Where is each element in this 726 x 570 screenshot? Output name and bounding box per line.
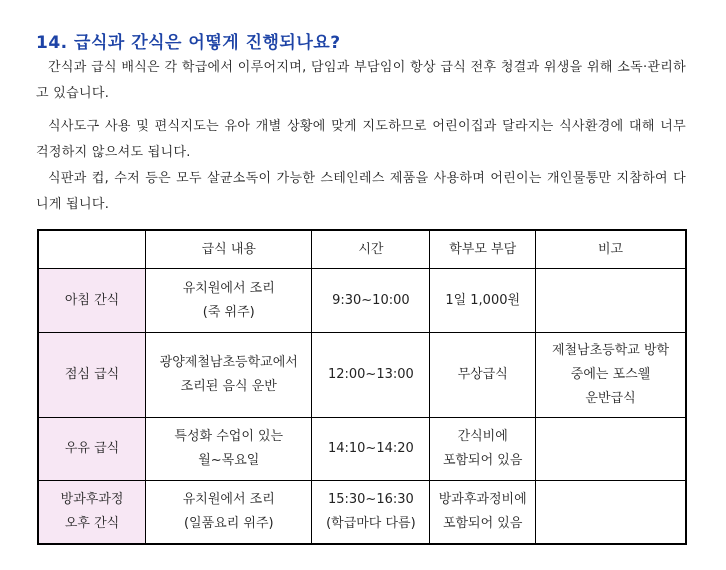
table-row xyxy=(38,418,686,481)
header-time: 시간 xyxy=(312,230,430,269)
row-label: 아침 간식 xyxy=(38,269,146,333)
table-header-row xyxy=(38,230,686,269)
note-cell: 제철남초등학교 방학 중에는 포스웰 운반급식 xyxy=(536,333,686,418)
content-cell: 광양제철남초등학교에서 조리된 음식 운반 xyxy=(146,333,312,418)
content-cell: 특성화 수업이 있는 월~목요일 xyxy=(146,418,312,481)
section-title: 14. 급식과 간식은 어떻게 진행되나요? xyxy=(36,33,341,53)
paragraph-utensils: 식판과 컵, 수저 등은 모두 살균소독이 가능한 스테인레스 제품을 사용하며 어린이는 개인물통만 지참하여 다니게 됩니다. xyxy=(36,171,686,212)
time-cell: 12:00~13:00 xyxy=(312,333,430,418)
header-blank xyxy=(38,230,146,269)
cost-cell: 1일 1,000원 xyxy=(430,269,536,333)
cost-cell: 방과후과정비에 포함되어 있음 xyxy=(430,481,536,545)
header-content: 급식 내용 xyxy=(146,230,312,269)
cost-cell: 간식비에 포함되어 있음 xyxy=(430,418,536,481)
note-cell xyxy=(536,418,686,481)
cost-cell: 무상급식 xyxy=(430,333,536,418)
meal-schedule-table xyxy=(37,229,687,545)
table-row xyxy=(38,333,686,418)
table-row xyxy=(38,481,686,545)
time-cell: 15:30~16:30 (학급마다 다름) xyxy=(312,481,430,545)
time-cell: 14:10~14:20 xyxy=(312,418,430,481)
content-cell: 유치원에서 조리 (일품요리 위주) xyxy=(146,481,312,545)
content-cell: 유치원에서 조리 (죽 위주) xyxy=(146,269,312,333)
row-label: 점심 급식 xyxy=(38,333,146,418)
row-label: 방과후과정 오후 간식 xyxy=(38,481,146,545)
header-note: 비고 xyxy=(536,230,686,269)
paragraph-meal-guidance: 식사도구 사용 및 편식지도는 유아 개별 상황에 맞게 지도하므로 어린이집과 달라지는 식사환경에 대해 너무 걱정하지 않으셔도 됩니다. xyxy=(36,119,686,160)
time-cell: 9:30~10:00 xyxy=(312,269,430,333)
header-parent-cost: 학부모 부담 xyxy=(430,230,536,269)
row-label: 우유 급식 xyxy=(38,418,146,481)
paragraph-serving: 간식과 급식 배식은 각 학급에서 이루어지며, 담임과 부담임이 항상 급식 전후 청결과 위생을 위해 소독·관리하고 있습니다. xyxy=(36,60,686,101)
note-cell xyxy=(536,269,686,333)
table-row xyxy=(38,269,686,333)
note-cell xyxy=(536,481,686,545)
